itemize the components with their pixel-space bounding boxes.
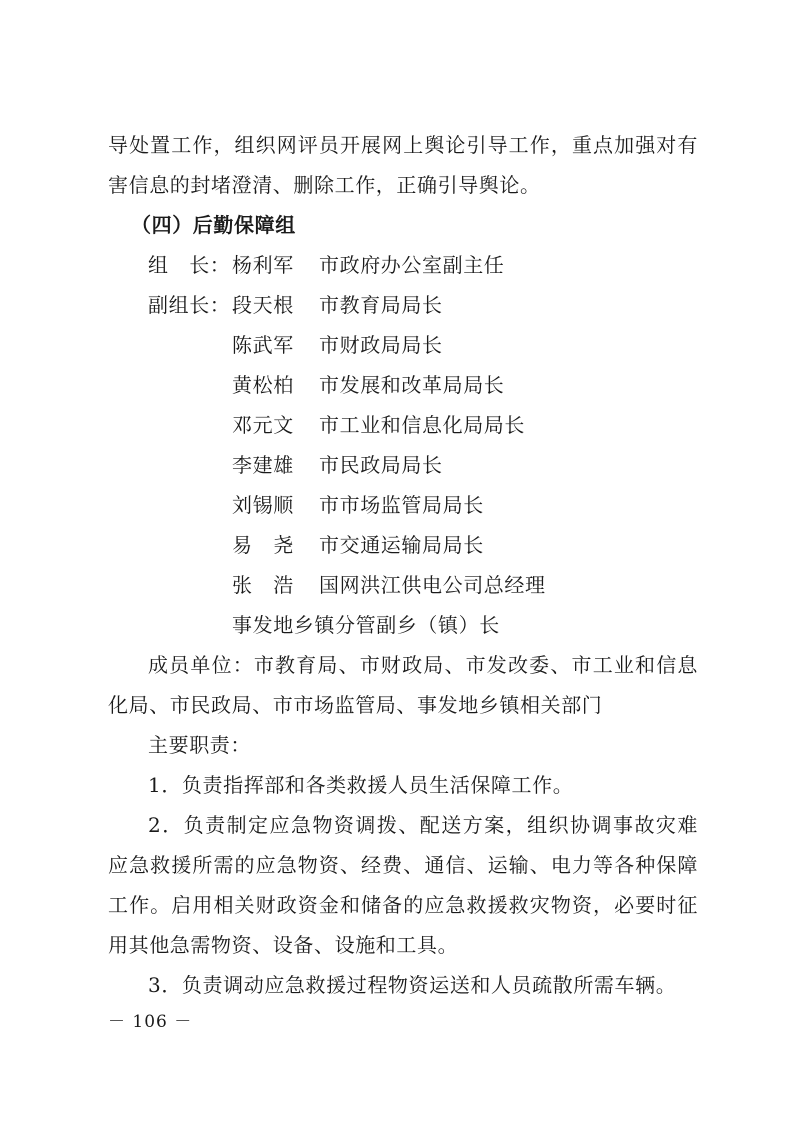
deputy-title: 市市场监管局局长 bbox=[319, 493, 484, 517]
deputy-name: 易 尧 bbox=[232, 533, 294, 557]
deputy-name: 李建雄 bbox=[232, 453, 294, 477]
leader-name: 杨利军 bbox=[232, 253, 294, 277]
intro-paragraph-line-1: 导处置工作，组织网评员开展网上舆论引导工作，重点加强对有 bbox=[108, 133, 698, 157]
deputy-title: 市民政局局长 bbox=[319, 453, 443, 477]
deputy-title: 市发展和改革局局长 bbox=[319, 373, 505, 397]
section-heading: （四）后勤保障组 bbox=[131, 213, 296, 237]
leader-title: 市政府办公室副主任 bbox=[319, 253, 505, 277]
deputy-name: 张 浩 bbox=[232, 573, 294, 597]
deputy-title: 市交通运输局局长 bbox=[319, 533, 484, 557]
duty-item-2-line-2: 应急救援所需的应急物资、经费、通信、运输、电力等各种保障 bbox=[108, 853, 698, 877]
duty-item-3: 3．负责调动应急救援过程物资运送和人员疏散所需车辆。 bbox=[148, 973, 677, 997]
duty-item-2-line-4: 用其他急需物资、设备、设施和工具。 bbox=[108, 933, 459, 957]
duty-item-2-line-1: 2．负责制定应急物资调拨、配送方案，组织协调事故灾难 bbox=[148, 813, 698, 837]
page-number: － 106 － bbox=[108, 1012, 193, 1032]
duty-item-1: 1．负责指挥部和各类救援人员生活保障工作。 bbox=[148, 773, 574, 797]
member-units-line-2: 化局、市民政局、市市场监管局、事发地乡镇相关部门 bbox=[108, 693, 603, 717]
deputy-title: 市教育局局长 bbox=[319, 293, 443, 317]
deputy-name: 陈武军 bbox=[232, 333, 294, 357]
deputy-name: 刘锡顺 bbox=[232, 493, 294, 517]
deputy-title: 国网洪江供电公司总经理 bbox=[319, 573, 546, 597]
deputy-name: 黄松柏 bbox=[232, 373, 294, 397]
duty-item-2-line-3: 工作。启用相关财政资金和储备的应急救援救灾物资，必要时征 bbox=[108, 893, 698, 917]
deputy-label: 副组长： bbox=[148, 293, 231, 317]
deputy-name: 邓元文 bbox=[232, 413, 294, 437]
deputy-name: 段天根 bbox=[232, 293, 294, 317]
deputy-title: 市工业和信息化局局长 bbox=[319, 413, 525, 437]
deputy-extra: 事发地乡镇分管副乡（镇）长 bbox=[232, 613, 500, 637]
deputy-title: 市财政局局长 bbox=[319, 333, 443, 357]
member-units-line-1: 成员单位：市教育局、市财政局、市发改委、市工业和信息 bbox=[148, 653, 698, 677]
leader-label: 组 长： bbox=[148, 253, 231, 277]
intro-paragraph-line-2: 害信息的封堵澄清、删除工作，正确引导舆论。 bbox=[108, 173, 541, 197]
duties-heading: 主要职责： bbox=[148, 733, 251, 757]
